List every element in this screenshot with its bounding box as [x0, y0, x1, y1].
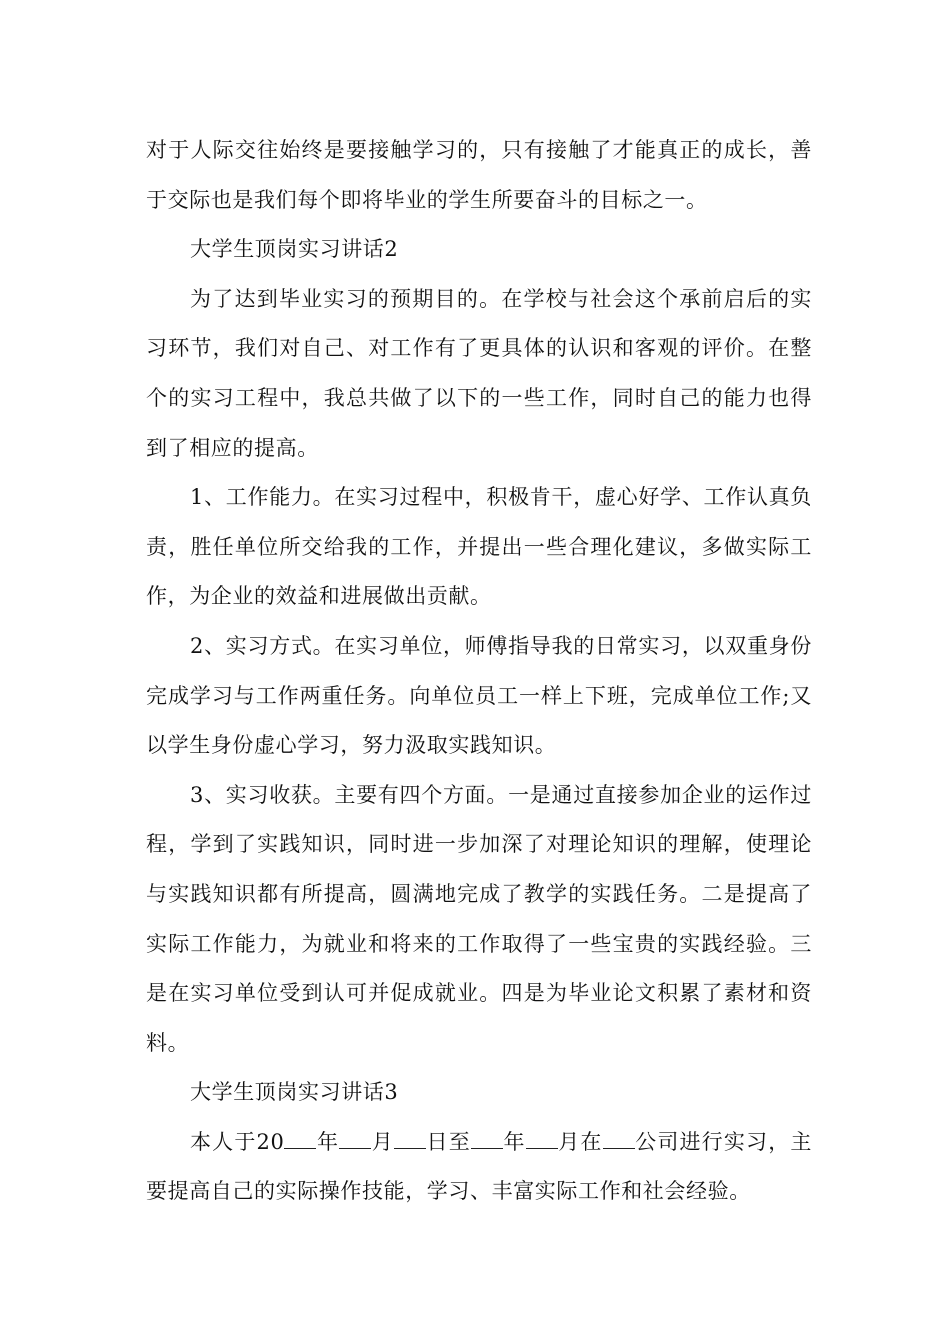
paragraph-fill-in-dates	[146, 1118, 812, 1217]
paragraph-internship-gains: 3、实习收获。主要有四个方面。一是通过直接参加企业的运作过程，学到了实践知识，同时进一步加深了对理论知识的理解，使理论与实践知识都有所提高，圆满地完成了教学的实践任务。二是提高了实际工作能力，为就业和将来的工作取得了一些宝贵的实践经验。三是在实习单位受到认可并促成就业。四是为毕业论文积累了素材和资料。	[146, 782, 812, 1055]
section-heading-2: 大学生顶岗实习讲话2	[190, 237, 399, 262]
paragraph-intro-continuation: 对于人际交往始终是要接触学习的，只有接触了才能真正的成长，善于交际也是我们每个即将毕业的学生所要奋斗的目标之一。	[146, 138, 812, 212]
fill-text-segment: 年	[502, 1129, 526, 1154]
fill-text-segment: 本人于20	[190, 1129, 285, 1154]
paragraph-internship-method: 2、实习方式。在实习单位，师傅指导我的日常实习，以双重身份完成学习与工作两重任务。向单位员工一样上下班，完成单位工作;又以学生身份虚心学习，努力汲取实践知识。	[146, 633, 812, 758]
fill-text-segment: 年	[316, 1129, 340, 1154]
fill-text-segment: 日至	[425, 1129, 471, 1154]
fill-text-segment: 月在	[557, 1129, 603, 1154]
blank-underline	[394, 1130, 426, 1149]
blank-underline	[603, 1130, 635, 1149]
fill-text-segment: 公司进行实习，主要提高自己的实际操作技能，学习、丰富实际工作和社会经验。	[146, 1129, 812, 1204]
fill-text-segment: 月	[371, 1129, 394, 1154]
document-body	[146, 126, 812, 1217]
blank-underline	[284, 1130, 316, 1149]
blank-underline	[339, 1130, 371, 1149]
blank-underline	[526, 1130, 558, 1149]
section-heading-3: 大学生顶岗实习讲话3	[190, 1080, 399, 1105]
paragraph-purpose: 为了达到毕业实习的预期目的。在学校与社会这个承前启后的实习环节，我们对自己、对工作有了更具体的认识和客观的评价。在整个的实习工程中，我总共做了以下的一些工作，同时自己的能力也得到了相应的提高。	[146, 286, 812, 460]
blank-underline	[471, 1130, 503, 1149]
paragraph-work-ability: 1、工作能力。在实习过程中，积极肯干，虚心好学、工作认真负责，胜任单位所交给我的工作，并提出一些合理化建议，多做实际工作，为企业的效益和进展做出贡献。	[146, 485, 812, 609]
